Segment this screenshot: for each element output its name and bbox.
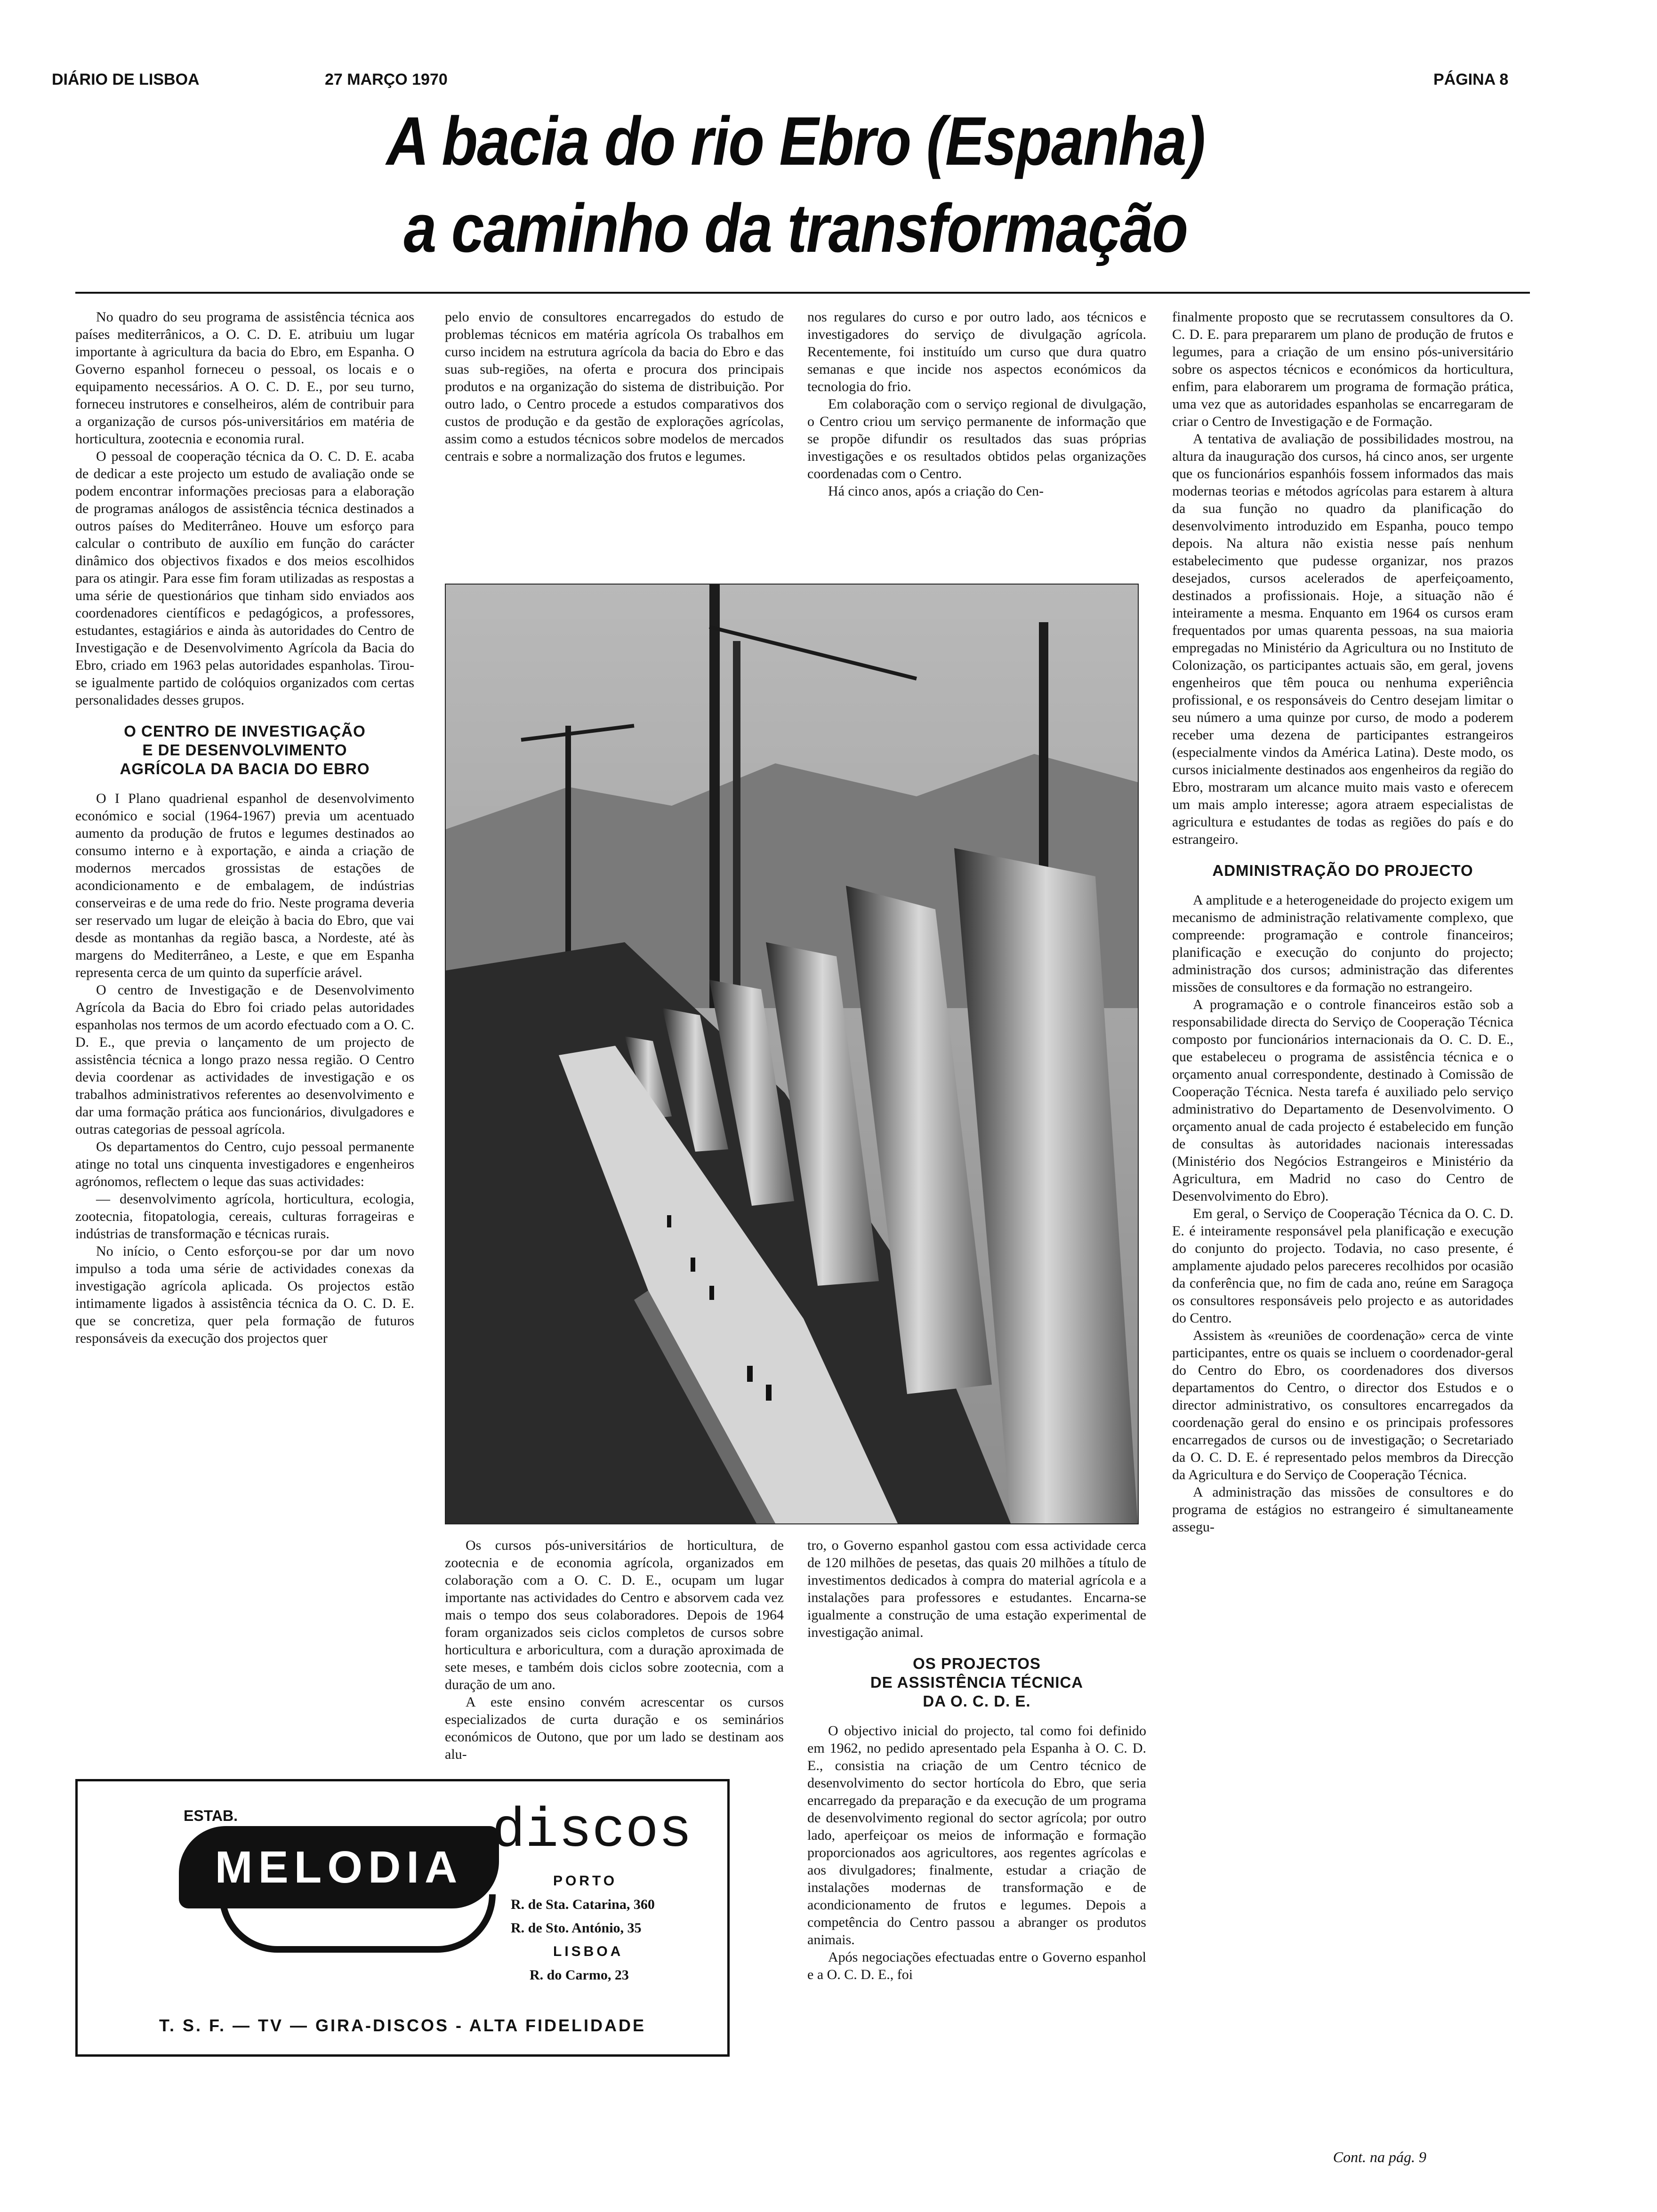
top-rule [75,292,1530,294]
paragraph: Há cinco anos, após a criação do Cen- [828,483,1044,499]
issue-date: 27 MARÇO 1970 [325,71,448,88]
page-number: PÁGINA 8 [1433,71,1509,88]
ad-address-2: R. de Sto. António, 35 [511,1920,642,1936]
article-column-4 [1172,308,1513,2144]
paragraph: A este ensino convém acrescentar os cursos especializados de curta duração e os seminários económicos de Outono, que por um lado se destinam aos alu- [445,1694,784,1762]
article-column-2-bottom [445,1537,784,1772]
ad-address-3: R. do Carmo, 23 [530,1967,629,1983]
article-column-3-bottom [807,1537,1146,2158]
headline-line-2: a caminho da transformação [403,190,1188,266]
paragraph: Após negociações efectuadas entre o Governo espanhol e a O. C. D. E., foi [807,1949,1146,1982]
paragraph: A tentativa de avaliação de possibilidades mostrou, na altura da inauguração dos cursos, há cinco anos, ser urgente que os funcionários espanhóis fossem informados das mais modernas teorias e métodos agrícolas para estarem à altura da sua função no quadro da planificação do desenvolvimento introduzido em Espanha, pouco tempo depois. Na altura não existia nesse país nenhum estabelecimento que pudesse organizar, nos prazos desejados, cursos acelerados de aperfeiçoamento, destinados a profissionais. Hoje, a situação não é inteiramente a mesma. Enquanto em 1964 os cursos eram frequentados por umas quarenta pessoas, na sua maioria empregadas no Ministério da Agricultura ou no Instituto de Colonização, os participantes actuais são, em geral, jovens engenheiros que têm pouca ou nenhuma experiência profissional, e os responsáveis do Centro desejam limitar o seu número a uma quinze por curso, de modo a poderem receber uma dezena de participantes estrangeiros (especialmente vindos da América Latina). Deste modo, os cursos inicialmente destinados aos engenheiros da região do Ebro, mostraram um alcance muito mais vasto e oferecem um mais amplo interesse; agora atraem especialistas de agricultura e estudantes de todas as regiões do país e do estrangeiro. [1172,431,1513,847]
ad-estab-label: ESTAB. [184,1807,238,1824]
paragraph: Assistem às «reuniões de coordenação» cerca de vinte participantes, entre os quais se incluem o coordenador-geral do Centro do Ebro, os coordenadores dos diversos departamentos do Centro, o director dos Estudos e o director administrativo, os consultores encarregados da coordenação geral do ensino e os principais professores encarregados de cursos ou de investigação; o Secretariado da O. C. D. E. é representado pelos membros da Direcção da Agricultura e do Serviço de Cooperação Técnica. [1172,1328,1513,1483]
newspaper-name: DIÁRIO DE LISBOA [52,71,200,88]
ad-city-porto: PORTO [553,1873,618,1889]
paragraph: A programação e o controle financeiros estão sob a responsabilidade directa do Serviço de Cooperação Técnica composto por funcionários internacionais da O. C. D. E., que estabeleceu o programa de assistência técnica e o orçamento anual correspondente, destinado à Comissão de Cooperação Técnica. Nesta tarefa é auxiliado pelo serviço administrativo do Departamento de Desenvolvimento. O orçamento anual de cada projecto é estabelecido em função de consultas às autoridades nacionais interessadas (Ministério dos Negócios Estrangeiros e Ministério da Agricultura, em Madrid no caso do Centro de Desenvolvimento do Ebro). [1172,997,1513,1204]
paragraph: No quadro do seu programa de assistência técnica aos países mediterrânicos, a O. C. D. E. atribuiu um lugar importante à agricultura da bacia do Ebro, em Espanha. O Governo espanhol forneceu o pessoal, os locais e o equipamento necessários. A O. C. D. E., por seu turno, forneceu instrutores e conselheiros, além de contribuir para a organização de cursos pós-universitários em matéria de horticultura, zootecnia e economia rural. [75,309,414,447]
article-column-1 [75,308,414,1737]
paragraph: tro, o Governo espanhol gastou com essa actividade cerca de 120 milhões de pesetas, das quais 20 milhões a título de investimentos dedicados à compra do material agrícola e a instalações para professores e estudantes. Encarna-se igualmente a construção de uma estação experimental de investigação animal. [807,1538,1146,1640]
continuation-link[interactable]: Cont. na pág. 9 [1333,2148,1426,2165]
melodia-logo: MELODIA [179,1826,499,1908]
paragraph: nos regulares do curso e por outro lado, aos técnicos e investigadores do serviço de divulgação agrícola. Recentemente, foi instituído um curso que dura quatro semanas e que incide nos aspectos económicos da tecnologia do frio. [807,309,1146,394]
paragraph: Os cursos pós-universitários de horticultura, de zootecnia e de economia agrícola, organizados em colaboração com a O. C. D. E., ocupam um lugar importante nas actividades do Centro e absorvem cada vez mais o tempo dos seus colaboradores. Depois de 1964 foram organizados seis ciclos completos de cursos sobre horticultura e arboricultura, com a duração aproximada de sete meses, e também dois ciclos sobre zootecnia, com a duração de um ano. [445,1538,784,1692]
paragraph: — desenvolvimento agrícola, horticultura, ecologia, zootecnia, fitopatologia, cereais, culturas forrageiras e indústrias de transformação e técnicas rurais. [75,1191,414,1242]
paragraph: Em colaboração com o serviço regional de divulgação, o Centro criou um serviço permanente de informação que se propõe difundir os resultados das suas próprias investigações e os resultados obtidos pelas organizações coordenadas com o Centro. [807,396,1146,481]
paragraph: Em geral, o Serviço de Cooperação Técnica da O. C. D. E. é inteiramente responsável pela planificação e execução do conjunto do projecto. Todavia, no caso presente, é amplamente ajudado pelos pareceres recolhidos por ocasião da conferência que, no fim de cada ano, reúne em Saragoça os consultores responsáveis pelo projecto e as autoridades do Centro. [1172,1206,1513,1326]
ad-discos-title: discos [492,1800,692,1863]
paragraph: A amplitude e a heterogeneidade do projecto exigem um mecanismo de administração relativamente complexo, que compreende: programação e controle financeiros; planificação e execução do conjunto do projecto; administração dos cursos; administração das diferentes missões de consultores e da formação no estrangeiro. [1172,892,1513,995]
paragraph: O objectivo inicial do projecto, tal como foi definido em 1962, no pedido apresentado pela Espanha à O. C. D. E., consistia na criação de um Centro técnico de desenvolvimento do sector hortícola do Ebro, que seria encarregado da preparação e da execução de um programa de desenvolvimento regional do sector agrícola; por outro lado, aperfeiçoar os meios de informação e formação proporcionados aos agricultores, aos regentes agrícolas e aos divulgadores; finalmente, estudar a criação de instalações modernas de transformação e de acondicionamento de frutos e legumes. Depois a competência do Centro passou a abranger os produtos animais. [807,1723,1146,1948]
paragraph: No início, o Cento esforçou-se por dar um novo impulso a toda uma série de actividades conexas da investigação agrícola aplicada. Os projectos estão intimamente ligados à assistência técnica da O. C. D. E. que se concretiza, quer pela formação de futuros responsáveis da execução dos projectos quer [75,1243,414,1346]
paragraph: A administração das missões de consultores e do programa de estágios no estrangeiro é simultaneamente assegu- [1172,1484,1513,1535]
ad-footer: T. S. F. — TV — GIRA-DISCOS - ALTA FIDELIDADE [159,2016,646,2035]
article-column-3-top [807,308,1146,565]
dam-photo-illustration [446,585,1138,1523]
melodia-advertisement [75,1779,730,2057]
paragraph: pelo envio de consultores encarregados do estudo de problemas técnicos em matéria agrícola Os trabalhos em curso incidem na estrutura agrícola da bacia do Ebro e das suas sub-regiões, na oferta e procura dos principais produtos e na organização do sistema de distribuição. Por outro lado, o Centro procede a estudos comparativos dos custos de produção e da gestão de explorações agrícolas, assim como a estudos técnicos sobre modelos de mercados centrais e sobre a normalização dos frutos e legumes. [445,309,784,464]
paragraph: finalmente proposto que se recrutassem consultores da O. C. D. E. para prepararem um plano de produção de frutos e legumes, para a criação de um ensino pós-universitário sobre os aspectos técnicos e económicos da horticultura, enfim, para elaborarem um programa de formação prática, uma vez que as autoridades espanholas se encarregaram de criar o Centro de Investigação e de Formação. [1172,309,1513,429]
article-column-2-top [445,308,784,565]
section-heading-centro: O CENTRO DE INVESTIGAÇÃO E DE DESENVOLVIMENTO AGRÍCOLA DA BACIA DO EBRO [120,722,370,777]
dam-construction-photo [445,584,1139,1524]
paragraph: O pessoal de cooperação técnica da O. C. D. E. acaba de dedicar a este projecto um estudo de avaliação onde se podem encontrar informações preciosas para a elaboração de programas análogos de assistência técnica destinados a outros países do Mediterrâneo. Houve um esforço para calcular o contributo de auxílio em função do carácter dinâmico dos objectivos fixados e dos meios escolhidos para os atingir. Para esse fim foram utilizadas as respostas a uma série de questionários que tinham sido enviados aos coordenadores científicos e pedagógicos, a professores, estudantes, estagiários e ainda às autoridades do Centro de Investigação e de Desenvolvimento Agrícola da Bacia do Ebro, criado em 1963 pelas autoridades espanholas. Tirou-se igualmente partido de colóquios organizados com certas personalidades desses grupos. [75,449,414,708]
section-heading-projectos: OS PROJECTOS DE ASSISTÊNCIA TÉCNICA DA O. C. D. E. [870,1655,1084,1710]
paragraph: Os departamentos do Centro, cujo pessoal permanente atinge no total uns cinquenta investigadores e engenheiros agrónomos, reflectem o leque das suas actividades: [75,1139,414,1189]
paragraph: O I Plano quadrienal espanhol de desenvolvimento económico e social (1964-1967) previa um acentuado aumento da produção de frutos e legumes destinados ao consumo interno e à exportação, e ainda a criação de modernos mercados grossistas de estações de acondicionamento e de embalagem, de indústrias conserveiras e de uma rede do frio. Neste programa deveria ser reservado um lugar de eleição à bacia do Ebro, que vai desde as montanhas da região basca, a Nordeste, até às margens do Mediterrâneo, a Leste, e que em Espanha representa cerca de um quinto da superfície arável. [75,791,414,980]
ad-address-1: R. de Sta. Catarina, 360 [511,1897,655,1912]
ad-city-lisboa: LISBOA [553,1944,624,1959]
section-heading-administracao: ADMINISTRAÇÃO DO PROJECTO [1212,862,1473,879]
paragraph: O centro de Investigação e de Desenvolvimento Agrícola da Bacia do Ebro foi criado pelas autoridades espanholas nos termos de um acordo efectuado com a O. C. D. E., que previa o lançamento de um projecto de assistência técnica a longo prazo nessa região. O Centro devia coordenar as actividades de investigação e os trabalhos administrativos referentes ao desenvolvimento e dar uma formação prática aos funcionários, divulgadores e outras categorias de pessoal agrícola. [75,982,414,1137]
headline-line-1: A bacia do rio Ebro (Espanha) [386,103,1205,179]
